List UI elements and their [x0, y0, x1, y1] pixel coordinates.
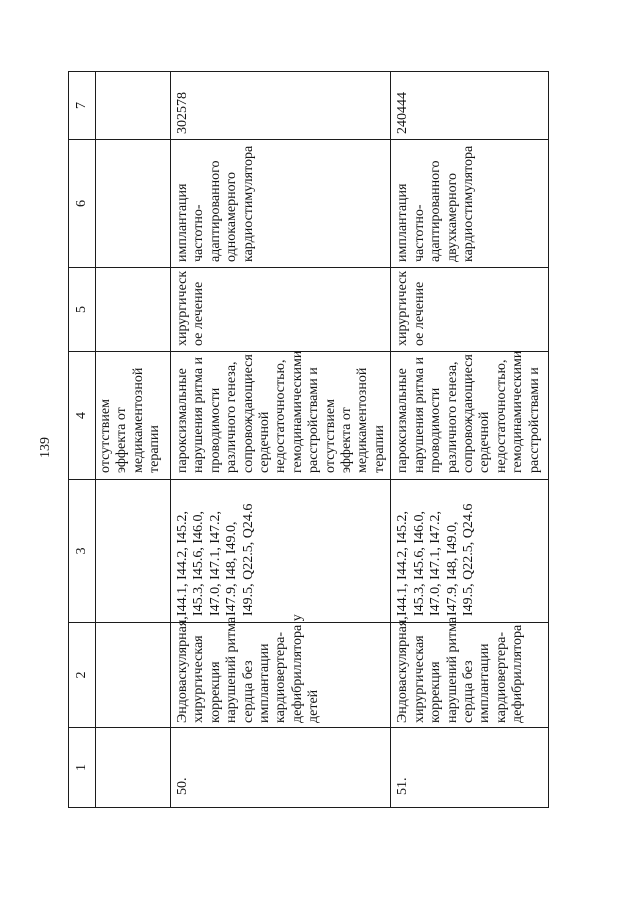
cell-text-line: ое лечение [411, 281, 427, 346]
cell-text-line: различного генеза, [224, 361, 240, 473]
cell-text-line: хирургическая [191, 635, 207, 723]
table-cell [96, 480, 171, 623]
cell-text-line: адаптированного [428, 160, 444, 262]
cell-text-line: I47.9, I48, I49.0, [444, 521, 460, 616]
cell-text-line: различного генеза, [444, 361, 460, 473]
cell-text-line: однокамерного [224, 172, 240, 262]
cell-text-line: Эндоваскулярная, [175, 616, 190, 723]
cell-text-line: проводимости [207, 387, 223, 473]
column-number: 2 [69, 623, 96, 728]
table-row [96, 72, 171, 808]
cell-text-line: недостаточностью, [273, 359, 289, 473]
cell-text-line: сопровождающиеся [460, 354, 476, 473]
cell-text-line: терапии [371, 425, 387, 473]
cell-text-line: пароксизмальные [395, 368, 411, 473]
cell-text-line: Эндоваскулярная, [395, 616, 411, 723]
cell-text-line: хирургическ [395, 270, 411, 346]
cell-text-line: гемодинамическими [510, 350, 526, 473]
table-cell [171, 352, 391, 480]
cell-text-line: сердца без [240, 660, 256, 723]
table-cell [391, 616, 549, 728]
cell-text-line: эффекта от [339, 407, 355, 473]
cell-text-line: I47.9, I48, I49.0, [224, 521, 240, 616]
table-cell [96, 623, 171, 728]
cell-text-line: двухкамерного [444, 172, 460, 262]
cell-text-line: I49.5, Q22.5, Q24.6 [240, 503, 256, 616]
column-number: 1 [69, 728, 96, 808]
table-cell [391, 480, 549, 623]
cell-text-line: недостаточностью, [493, 359, 509, 473]
column-number: 6 [69, 140, 96, 268]
cell-text-line: нарушений ритма [224, 616, 240, 723]
cell-text-line: расстройствами и [306, 367, 322, 473]
cell-text-line: нарушений ритма [444, 616, 460, 723]
row-number-cell [391, 728, 549, 808]
table-row [171, 72, 391, 808]
table-cell [391, 352, 549, 480]
cell-text-line: кардиостимулятора [460, 145, 476, 262]
cell-text-line: имплантация [395, 183, 411, 262]
row-number-cell [96, 728, 171, 808]
cell-text-line: I45.3, I45.6, I46.0, [411, 511, 427, 616]
cell-text-line: детей [306, 689, 322, 723]
table-cell [171, 72, 391, 140]
table-container [68, 72, 548, 808]
cell-text-line: дефибриллятора [510, 624, 526, 723]
cell-text-line: эффекта от [114, 407, 130, 473]
cell-text-line: проводимости [428, 387, 444, 473]
column-number: 3 [69, 480, 96, 623]
cell-text-line: I47.0, I47.1, I47.2, [428, 511, 444, 616]
cell-text-line: хирургическая [411, 635, 427, 723]
table-cell [171, 614, 391, 728]
cell-text-line: отсутствием [322, 399, 338, 473]
cell-text-line: медикаментозной [355, 367, 371, 473]
table-cell [96, 352, 171, 480]
cell-text-line: 50. [175, 777, 190, 795]
cell-text-line: отсутствием [98, 399, 113, 473]
cell-text-line: кардиостимулятора [240, 145, 256, 262]
cell-text-line: 51. [395, 777, 411, 795]
cell-text-line: 302578 [175, 92, 190, 134]
cell-text-line: коррекция [207, 661, 223, 723]
cell-text-line: коррекция [428, 661, 444, 723]
table-cell [96, 140, 171, 268]
cell-text-line: терапии [147, 425, 163, 473]
cell-text-line: I44.1, I44.2, I45.2, [395, 511, 411, 616]
table-cell [96, 72, 171, 140]
cell-text-line: I47.0, I47.1, I47.2, [207, 511, 223, 616]
cell-text-line: 240444 [395, 92, 411, 134]
medical-care-table [68, 71, 549, 808]
cell-text-line: частотно- [191, 204, 207, 262]
cell-text-line: нарушения ритма и [411, 356, 427, 473]
cell-text-line: нарушения ритма и [191, 356, 207, 473]
table-cell [96, 268, 171, 352]
cell-text-line: имплантация [175, 183, 190, 262]
cell-text-line: медикаментозной [130, 367, 146, 473]
cell-text-line: пароксизмальные [175, 368, 190, 473]
cell-text-line: I45.3, I45.6, I46.0, [191, 511, 207, 616]
cell-text-line: сердца без [460, 660, 476, 723]
cell-text-line: дефибриллятора у [289, 614, 305, 723]
cell-text-line: I44.1, I44.2, I45.2, [175, 511, 190, 616]
cell-text-line: сердечной [257, 411, 273, 473]
cell-text-line: имплантации [257, 643, 273, 723]
cell-text-line: имплантации [477, 643, 493, 723]
cell-text-line: хирургическ [175, 270, 190, 346]
cell-text-line: частотно- [411, 204, 427, 262]
table-cell [391, 72, 549, 140]
cell-text-line: сопровождающиеся [240, 354, 256, 473]
table-row [391, 72, 549, 808]
cell-text-line: адаптированного [207, 160, 223, 262]
page-number: 139 [38, 437, 53, 458]
cell-text-line: кардиовертера- [273, 632, 289, 723]
row-number-cell [171, 728, 391, 808]
table-cell [171, 480, 391, 623]
table-cell [391, 140, 549, 268]
cell-text-line: сердечной [477, 411, 493, 473]
cell-text-line: кардиовертера- [493, 632, 509, 723]
column-number: 5 [69, 268, 96, 352]
column-number: 4 [69, 352, 96, 480]
column-number: 7 [69, 72, 96, 140]
table-cell [171, 140, 391, 268]
table-cell [171, 268, 391, 352]
cell-text-line: I49.5, Q22.5, Q24.6 [460, 503, 476, 616]
header-row [69, 72, 96, 808]
table-cell [391, 268, 549, 352]
cell-text-line: расстройствами и [526, 367, 542, 473]
cell-text-line: гемодинамическими [289, 350, 305, 473]
cell-text-line: ое лечение [191, 281, 207, 346]
